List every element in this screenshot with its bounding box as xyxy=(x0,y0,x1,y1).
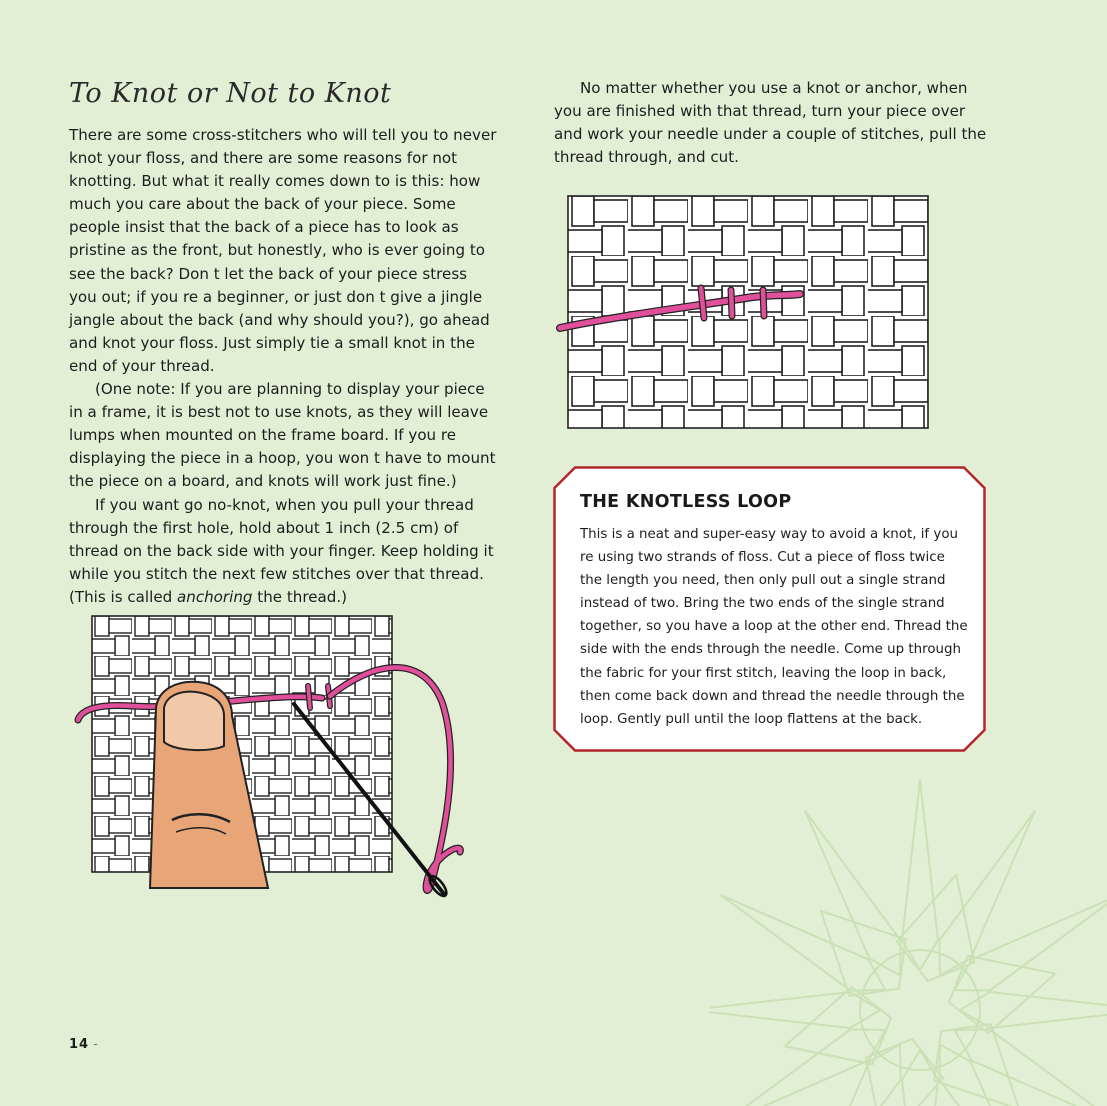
paragraph-2: (One note: If you are planning to display your piece in a frame, it is best not to use knots, as they will leave lumps when mounted on the frame board. If you re displaying the piece in a hoop, you won t have to mount the piece on a board, and knots will work just fine.) xyxy=(69,380,496,491)
sidebar-title: THE KNOTLESS LOOP xyxy=(580,492,792,512)
paragraph-1: There are some cross-stitchers who will tell you to never knot your floss, and there are some reasons for not knotting. But what it really comes down to is this: how much you care about the back of your piece. Some people insist that the back of a piece has to look as pristine as the front, but honestly, who is ever going to see the back? Don t let the back of your piece stress you out; if you re a beginner, or just don t give a jingle jangle about the back (and why should you?), go ahead and knot your floss. Just simply tie a small knot in the end of your thread. xyxy=(69,126,497,375)
paragraph-3-end: the thread.) xyxy=(257,587,348,606)
knotless-loop-sidebar xyxy=(553,466,986,752)
page-number-dash: - xyxy=(93,1037,99,1052)
left-column xyxy=(69,124,499,609)
page-footer xyxy=(69,1037,99,1052)
sidebar-body: This is a neat and super-easy way to avoid a knot, if you re using two strands of floss. Cut a piece of floss twice the length you need, then only pull out a single strand instead of two. Bring the two ends of the single strand together, so you have a loop at the other end. Thread the side with the ends through the needle. Come up through the fabric for your first stitch, leaving the loop in back, then come back down and thread the needle through the loop. Gently pull until the loop flattens at the back. xyxy=(580,527,968,727)
paragraph-3 xyxy=(69,494,499,609)
finger-anchoring-illustration xyxy=(72,612,472,912)
section-heading: To Knot or Not to Knot xyxy=(69,78,392,109)
paragraph-finish: No matter whether you use a knot or anchor, when you are finished with that thread, turn your piece over and work your needle under a couple of stitches, pull the thread through, and cut. xyxy=(554,79,987,167)
anchoring-term: anchoring xyxy=(177,587,253,606)
paragraph-3-text: If you want go no-knot, when you pull your thread through the first hole, hold about 1 inch (2.5 cm) of thread on the back side with your finger. Keep holding it while you stitch the next few stitches over that thread. (This is called xyxy=(69,495,494,606)
page-number: 14 xyxy=(69,1037,90,1052)
fabric-back-illustration xyxy=(556,188,932,432)
decorative-star-icon xyxy=(710,780,1107,1106)
right-column xyxy=(554,77,994,169)
